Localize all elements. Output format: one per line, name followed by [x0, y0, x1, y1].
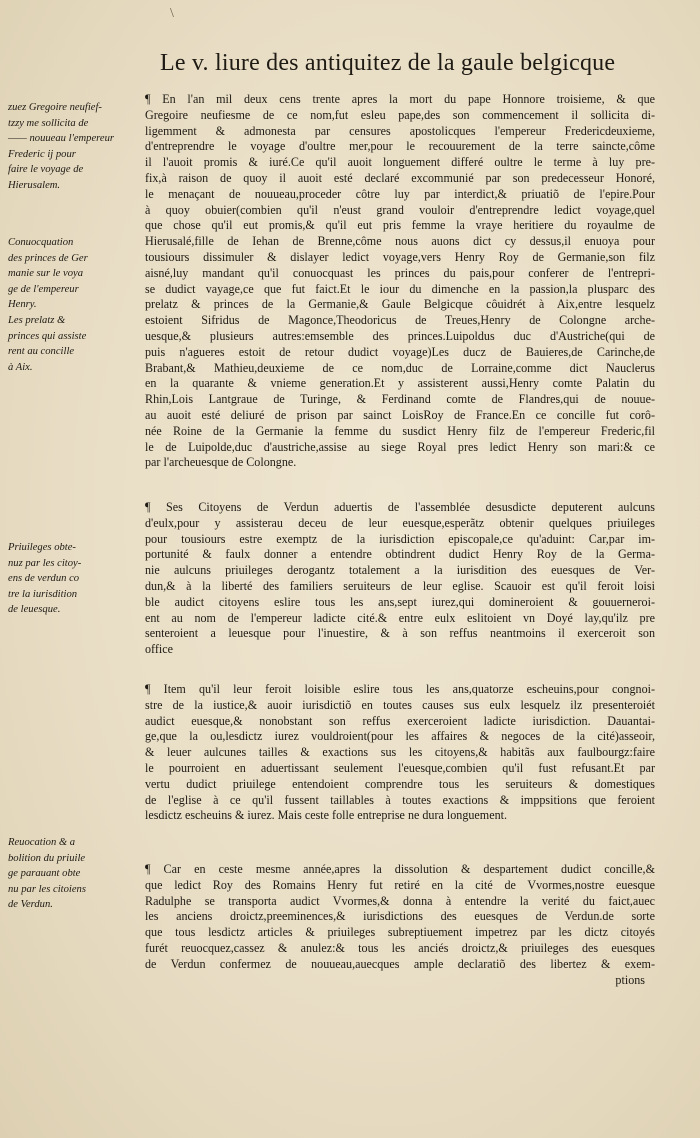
text-line: d'eulx,pour y assisterau deceu de leur euesque,esperãtz obtenir quelques priuileges: [145, 515, 655, 530]
text-line: au auoit esté deliuré de prison par sainct LoisRoy de France.En ce concille fut corô-: [145, 407, 655, 422]
margin-note-line: à Aix.: [8, 361, 33, 373]
text-line: à quoy obuier(combien qu'il n'eust grand vouloir d'entreprendre ledict voyage,quel: [145, 202, 655, 217]
text-line: que ledict Roy des Romains Henry fut retiré en la cité de Vvormes,nostre euesque: [145, 877, 655, 892]
margin-note-line: faire le voyage de: [8, 164, 84, 176]
margin-note-line: Priuileges obte-: [8, 542, 76, 553]
text-line: lesdictz escheuins & iurez. Mais ceste folle entreprise ne dura longuement.: [145, 808, 508, 823]
text-line: office: [145, 642, 173, 657]
text-line: nie aulcuns priuileges derogantz totalement a la iurisdition des euesques de Ver-: [145, 563, 655, 578]
text-line: le de Luipolde,duc d'austriche,assise au siege Royal pres ledict Henry son mari:& ce: [145, 439, 655, 454]
margin-note-conuocquation: [8, 235, 153, 375]
text-line: en la quarante & vnieme generation.Et y assisterent aussi,Henry comte Palatin du: [145, 376, 655, 391]
text-line: par l'archeuesque de Colongne.: [145, 455, 297, 470]
text-line: ¶ Ses Citoyens de Verdun aduertis de l'assemblée desusdicte deputerent aulcuns: [145, 500, 655, 514]
margin-note-line: nu par les citoiens: [8, 883, 86, 895]
text-line: ge,que la ou,lesdictz iurez vouldroient(pour les affaires & negoces de la cité)asseoir,: [145, 729, 655, 744]
margin-note-line: rent au concille: [8, 346, 75, 358]
margin-note-line: Frederic ij pour: [8, 148, 76, 160]
text-line: Gregoire neufiesme de ce nom,fut esleu pape,des son commencement il sollicita di-: [145, 107, 655, 122]
text-line: prelatz & princes de la Germanie,& Gaule Belgicque côuidrét à Aix,entre lesquelz: [145, 297, 655, 312]
text-line: se dudict vayage,ce que fut faict.Et le iour du dimenche en la passion,la plusparc des: [145, 281, 655, 296]
text-line: puis n'agueres estoit de retour dudict voyage)Les ducz de Bauieres,de Carinche,de: [145, 344, 655, 359]
text-line: ¶ Item qu'il leur feroit loisible eslire tous les ans,quatorze escheuins,pour congnoi-: [145, 682, 655, 696]
margin-note-line: ge parauant obte: [8, 868, 81, 880]
text-line: Rhin,Lois Lantgraue de Turinge, & Ferdinand comte de Flandres,qui de nouue-: [145, 392, 655, 407]
text-line: que chose qu'il eut promis,& qu'il eut pris femme la vraye heritiere du royaulme de: [145, 218, 655, 233]
margin-note-reuocation: [8, 835, 153, 913]
text-line: Brabant,& Mathieu,deuxieme de ce nom,duc de Lorraine,comme dict Nauclerus: [145, 360, 655, 375]
text-line: le pourroient en aduertissant seulement l'euesque,combien qu'il fust refusant.Et par: [145, 760, 655, 775]
margin-note-line: tzzy me sollicita de: [8, 117, 89, 129]
margin-note-line: nuz par les citoy-: [8, 557, 82, 569]
margin-note-line: manie sur le voya: [8, 268, 84, 280]
text-line: estoient Sifridus de Magonce,Theodoricus de Treues,Henry de Colongne arche-: [145, 313, 655, 328]
paragraph-item-escheuins: [145, 682, 655, 824]
text-line: senteroient a leuesque pour l'inuestire, & à son reffus neantmoins il exerceroit son: [145, 626, 655, 641]
margin-note-line: ge de l'empereur: [8, 283, 79, 295]
text-line: il l'auoit promis & iuré.Ce qu'il auoit longuement differé oultre le terme à luy pre-: [145, 155, 655, 170]
text-line: portunité & faulx donner a entendre obtindrent dudict Henry Roy de la Germa-: [145, 547, 655, 562]
text-line: ble audict citoyens eslire tous les ans,sept iurez,qui domineroient & gouuerneroi-: [145, 594, 655, 609]
text-line: ¶ En l'an mil deux cens trente apres la mort du pape Honnore troisieme, & que: [145, 92, 655, 106]
margin-note-line: princes qui assiste: [8, 330, 87, 342]
text-line: pour tousiours estre exemptz de la iurisdiction episcopale,ce qu'aduint: Car,par im-: [145, 531, 655, 546]
paragraph-citoyens-verdun: [145, 500, 655, 658]
text-line: ligemment & admonesta par censures apostolicques l'empereur Fredericdeuxieme,: [145, 123, 655, 138]
text-line: vertu dudict priuilege entendoient comprendre tous les seruiteurs & domestiques: [145, 776, 655, 791]
text-line: dun,& à la liberté des familiers seruiteurs de leur eglise. Scauoir est qu'il feroit loisi: [145, 578, 655, 593]
text-line: uesque,& plusieurs autres:emsemble des princes.Luipoldus duc d'Austriche(qui de: [145, 328, 655, 343]
text-line: le menaçant de nouueau,proceder côtre luy par interdict,& priuatiõ de l'epire.Pour: [145, 186, 655, 201]
margin-note-line: —— nouueau l'empereur: [8, 133, 115, 145]
text-line: tousiours dissimuler & dislayer ledict voyage,vers Henry Roy de Germanie,son filz: [145, 249, 655, 264]
margin-note-line: Les prelatz &: [8, 314, 66, 326]
text-line: ent au nom de l'empereur ladicte cité.& entre eulx eslitoient vn Doyé lay,qu'ilz pre: [145, 610, 655, 625]
corner-mark: \: [170, 6, 174, 21]
margin-note-line: zuez Gregoire neufief-: [8, 102, 102, 113]
margin-note-line: Conuocquation: [8, 237, 74, 248]
margin-note-line: ens de verdun co: [8, 573, 80, 585]
text-line: audict euesque,& nonobstant son reffus exerceroient ladicte iurisdiction. Dauantai-: [145, 713, 655, 728]
text-line: les anciens droictz,preeminences,& iurisdictions des euesques de Verdun.de sorte: [145, 909, 655, 924]
paragraph-concille-aix: [145, 92, 655, 471]
margin-note-line: de leuesque.: [8, 604, 61, 616]
margin-note-line: bolition du priuile: [8, 852, 86, 864]
margin-note-line: des princes de Ger: [8, 252, 88, 264]
margin-note-priuileges: [8, 540, 153, 618]
text-line: née Roine de la Germanie la femme du susdict Henry filz de l'empereur Frederic,fil: [145, 423, 655, 438]
text-line: ¶ Car en ceste mesme année,apres la dissolution & despartement dudict concille,&: [145, 862, 655, 876]
margin-note-gregoire: [8, 100, 153, 194]
text-line: furét reuocquez,cassez & anulez:& tous les anciés droictz,& priuileges des euesques: [145, 940, 655, 955]
running-head: Le v. liure des antiquitez de la gaule belgicque: [160, 50, 616, 76]
text-line: que tous lesdictz articles & priuileges subreptiuement impetrez par les dictz citoyés: [145, 925, 655, 940]
text-line: d'entreprendre le voyage d'oultre mer,pour le recouurement de la terre saincte,côme: [145, 139, 655, 154]
text-line: fix,à raison de quoy il auoit esté declaré excommunié par son predecesseur Honoré,: [145, 170, 655, 185]
margin-note-line: Henry.: [8, 299, 37, 311]
margin-note-line: de Verdun.: [8, 899, 53, 911]
text-line: & leuer aulcunes tailles & exactions sus les citoyens,& habitãs aux faulbourgz:faire: [145, 745, 655, 760]
text-line: stre de la iustice,& auoir iurisdictiõ en toutes causes sus eulx lesquelz ilz presenteroiét: [145, 697, 655, 712]
text-line: de Verdun confermez de nouueau,auecques ample declaratiõ des libertez & exem-: [145, 956, 655, 971]
text-line: ptions: [615, 972, 645, 987]
text-line: Hierusalé,fille de Iehan de Brenne,côme nous auons dict cy dessus,il enuoya pour: [145, 234, 655, 249]
text-line: Radulphe se transporta audict Vvormes,& donna à entendre la verité du faict,auec: [145, 893, 655, 908]
margin-note-line: tre la iurisdition: [8, 588, 78, 600]
margin-note-line: Reuocation & a: [8, 837, 76, 848]
paragraph-reuocation: [145, 862, 655, 988]
text-line: de l'eglise à ce qu'il fussent taillables à toutes exactions & imppsitions que feroient: [145, 792, 655, 807]
margin-note-line: Hierusalem.: [8, 179, 61, 191]
text-line: aisné,luy mandant qu'il conuocquast les princes du pais,pour conferer de l'entrepri-: [145, 265, 655, 280]
